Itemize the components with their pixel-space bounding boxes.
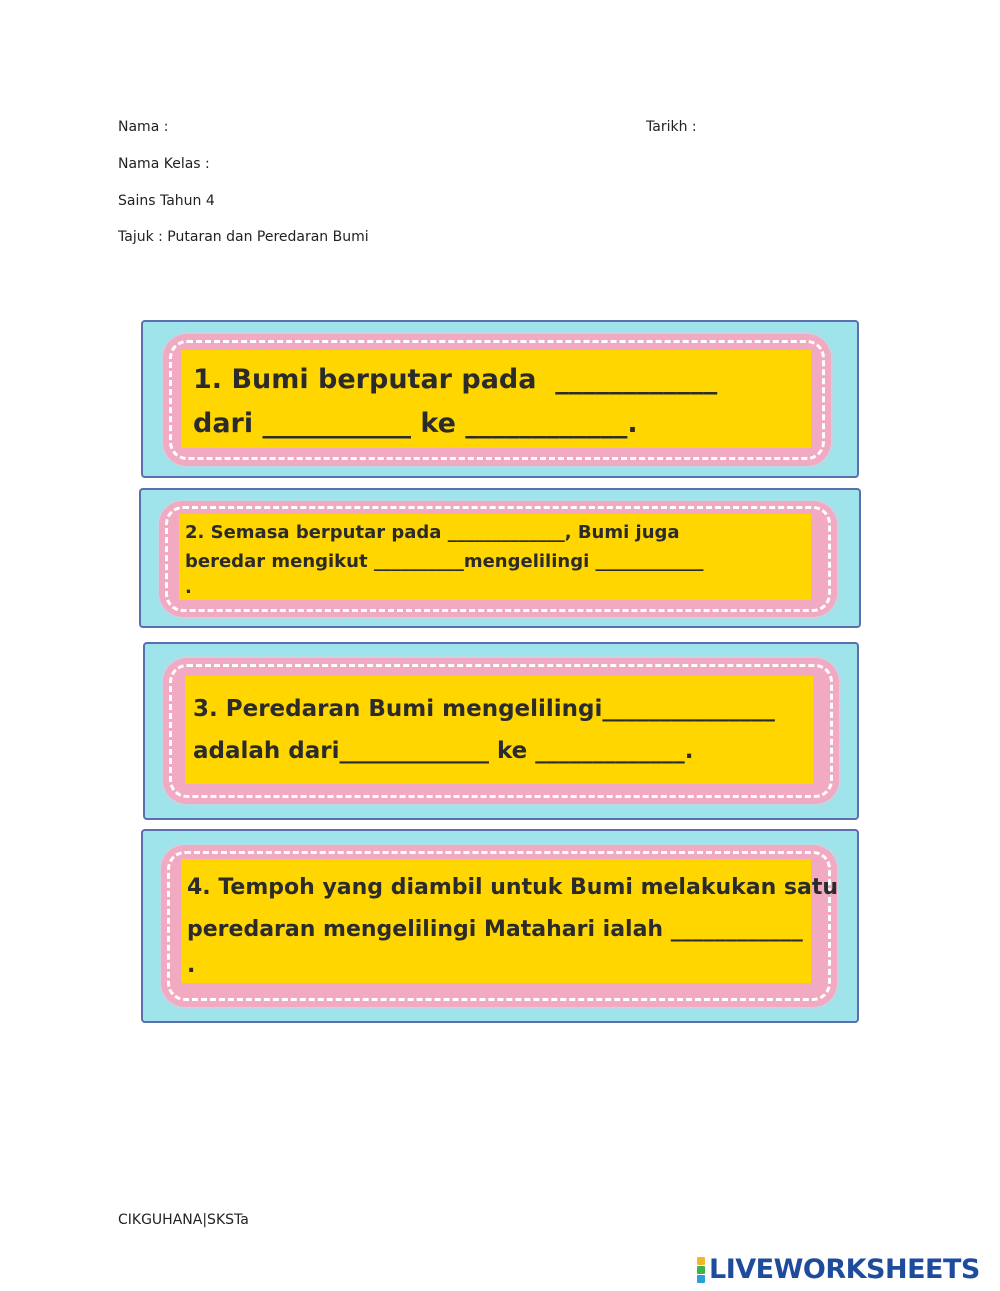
- subject-label: Sains Tahun 4: [118, 193, 215, 209]
- footer-credit: CIKGUHANA|SKSTa: [118, 1212, 249, 1228]
- question-card-2: [139, 488, 861, 628]
- question-4-line-3: .: [187, 953, 196, 978]
- question-3-line-2: adalah dari_____________ ke _____________.: [193, 738, 694, 764]
- question-panel-3: [185, 676, 813, 784]
- liveworksheets-logo-icon: [697, 1257, 705, 1283]
- question-card-1: [141, 320, 859, 478]
- kelas-label: Nama Kelas :: [118, 156, 210, 172]
- question-2-line-1: 2. Semasa berputar pada _____________, Bumi juga: [185, 522, 680, 543]
- question-panel-1: [181, 350, 811, 448]
- brand-name: LIVEWORKSHEETS: [709, 1254, 980, 1285]
- topic-label: Tajuk : Putaran dan Peredaran Bumi: [118, 229, 369, 245]
- tarikh-label: Tarikh :: [646, 119, 697, 135]
- question-2-line-2: beredar mengikut __________mengelilingi ____________: [185, 551, 704, 572]
- question-card-3: [143, 642, 859, 820]
- question-3-line-1: 3. Peredaran Bumi mengelilingi_______________: [193, 696, 775, 722]
- question-card-4: [141, 829, 859, 1023]
- question-1-line-1: 1. Bumi berputar pada ____________: [193, 364, 718, 395]
- question-panel-4: [181, 859, 839, 983]
- question-1-line-2: dari ___________ ke ____________.: [193, 408, 638, 439]
- liveworksheets-brand: [697, 1254, 980, 1285]
- nama-label: Nama :: [118, 119, 169, 135]
- question-4-line-1: 4. Tempoh yang diambil untuk Bumi melakukan satu: [187, 875, 839, 900]
- question-4-line-2: peredaran mengelilingi Matahari ialah ____________: [187, 917, 803, 942]
- question-panel-2: [179, 514, 811, 600]
- question-2-line-3: .: [185, 577, 192, 598]
